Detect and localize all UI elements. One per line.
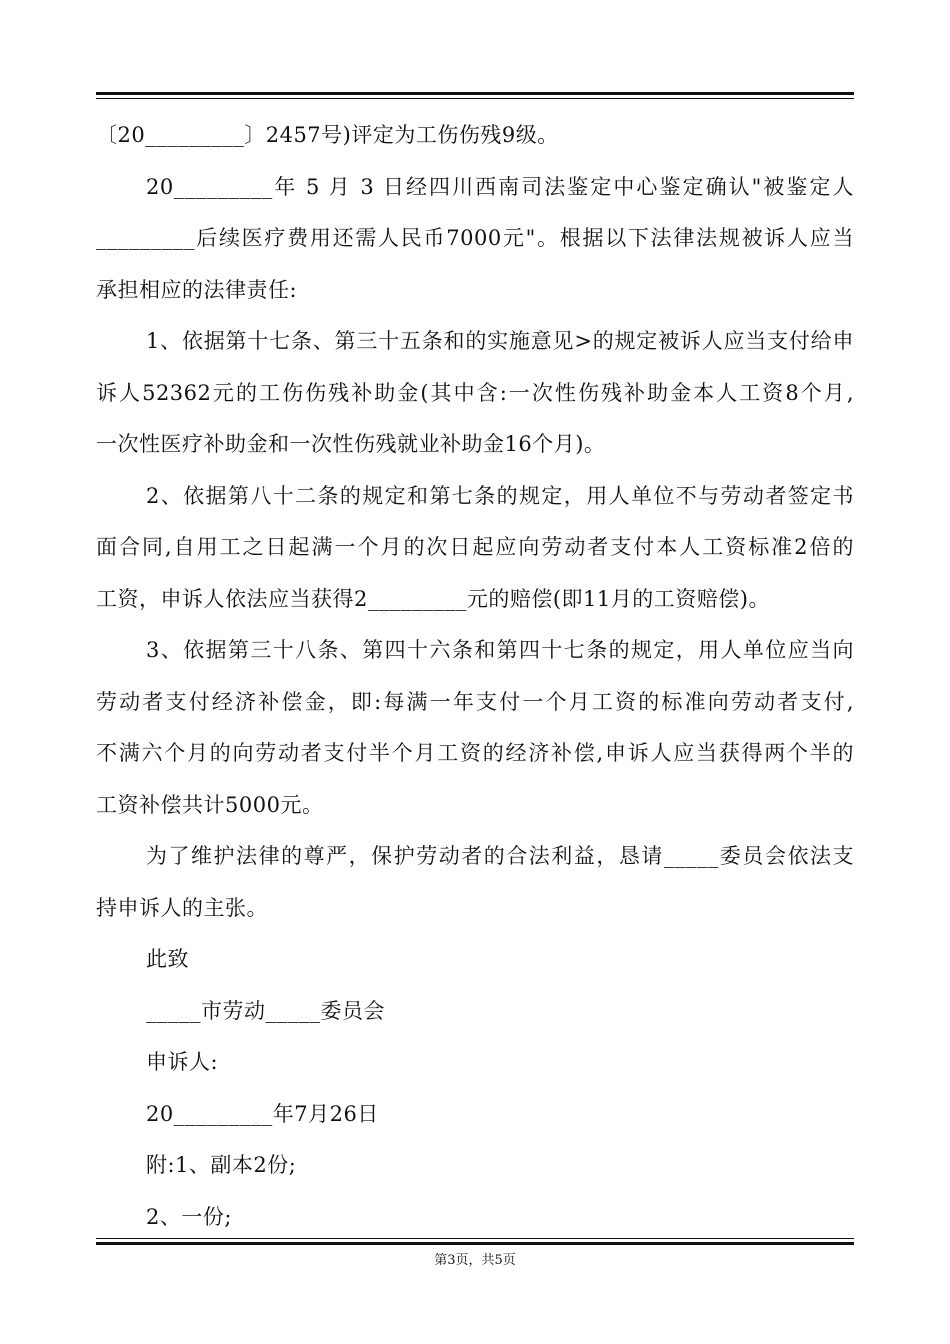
page-number: 第3页，共5页 — [434, 1253, 516, 1268]
text-line-13: 不满六个月的向劳动者支付半个月工资的经济补偿,申诉人应当获得两个半的 — [96, 741, 854, 765]
document-body — [96, 110, 854, 1243]
text-line-11: 3、依据第三十八条、第四十六条和第四十七条的规定，用人单位应当向 — [146, 638, 854, 662]
text-line-8: 2、依据第八十二条的规定和第七条的规定，用人单位不与劳动者签定书 — [146, 483, 854, 508]
date-line: 20_________年7月26日 — [146, 1101, 379, 1126]
text-line-7: 一次性医疗补助金和一次性伤残就业补助金16个月)。 — [96, 432, 606, 456]
attachment-line-2: 2、一份; — [146, 1204, 232, 1229]
text-line-6: 诉人52362元的工伤伤残补助金(其中含:一次性伤残补助金本人工资8个月, — [96, 380, 854, 405]
text-line-15: 为了维护法律的尊严，保护劳动者的合法利益，恳请_____委员会依法支 — [146, 844, 854, 868]
text-line-1: 〔20_________〕2457号)评定为工伤伤残9级。 — [96, 123, 559, 147]
text-line-3: _________后续医疗费用还需人民币7000元"。根据以下法律法规被诉人应当 — [96, 226, 854, 250]
header-rule-thin — [96, 98, 854, 99]
text-line-4: 承担相应的法律责任: — [96, 277, 298, 302]
header-rule-thick — [96, 92, 854, 95]
text-line-5: 1、依据第十七条、第三十五条和的实施意见>的规定被诉人应当支付给申 — [146, 329, 854, 353]
text-line-14: 工资补偿共计5000元。 — [96, 792, 324, 817]
footer-rule-thick — [96, 1242, 854, 1245]
text-line-9: 面合同,自用工之日起满一个月的次日起应向劳动者支付本人工资标准2倍的 — [96, 535, 854, 559]
salutation-line: 此致 — [146, 947, 189, 971]
text-line-16: 持申诉人的主张。 — [96, 895, 268, 920]
footer-rule-thin — [96, 1238, 854, 1239]
recipient-line: _____市劳动_____委员会 — [146, 998, 385, 1023]
text-line-2: 20_________年 5 月 3 日经四川西南司法鉴定中心鉴定确认"被鉴定人 — [146, 174, 854, 199]
attachment-line-1: 附:1、副本2份; — [146, 1153, 297, 1177]
complainant-line: 申诉人: — [146, 1050, 219, 1074]
text-line-12: 劳动者支付经济补偿金，即:每满一年支付一个月工资的标准向劳动者支付, — [96, 689, 854, 714]
text-line-10: 工资，申诉人依法应当获得2_________元的赔偿(即11月的工资赔偿)。 — [96, 586, 770, 611]
